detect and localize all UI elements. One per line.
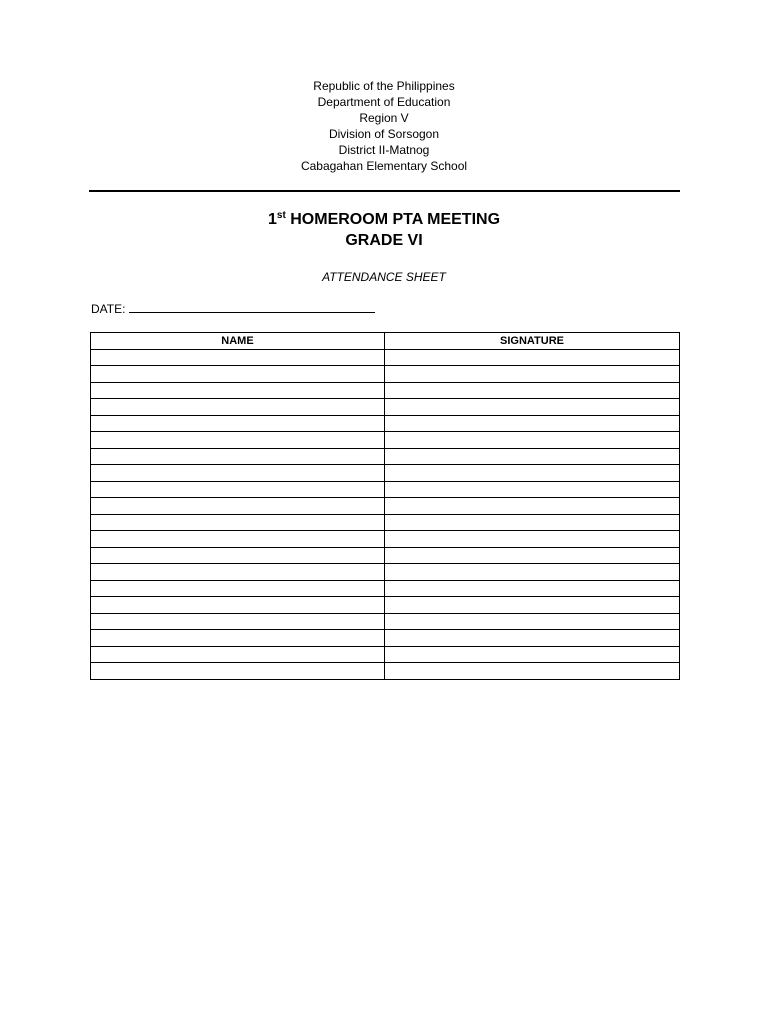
name-cell[interactable] — [91, 663, 385, 680]
table-row — [91, 432, 680, 449]
title-line-2: GRADE VI — [345, 232, 423, 249]
table-row — [91, 399, 680, 416]
name-cell[interactable] — [91, 597, 385, 614]
signature-cell[interactable] — [385, 432, 680, 449]
table-row — [91, 580, 680, 597]
attendance-sheet-subtitle: ATTENDANCE SHEET — [322, 270, 446, 284]
name-cell[interactable] — [91, 514, 385, 531]
name-cell[interactable] — [91, 432, 385, 449]
name-cell[interactable] — [91, 366, 385, 383]
name-cell[interactable] — [91, 465, 385, 482]
attendance-table-body — [91, 349, 680, 679]
signature-cell[interactable] — [385, 366, 680, 383]
table-row — [91, 630, 680, 647]
title-ordinal-number: 1 — [267, 211, 277, 228]
date-label: DATE: — [91, 302, 126, 316]
table-row — [91, 481, 680, 498]
table-row — [91, 564, 680, 581]
title-line-1 — [0, 209, 768, 230]
table-row — [91, 547, 680, 564]
signature-cell[interactable] — [385, 514, 680, 531]
signature-cell[interactable] — [385, 382, 680, 399]
table-row — [91, 597, 680, 614]
table-row — [91, 366, 680, 383]
table-row — [91, 415, 680, 432]
school-header — [0, 78, 768, 174]
header-line-school: Cabagahan Elementary School — [300, 159, 468, 173]
table-row — [91, 382, 680, 399]
signature-cell[interactable] — [385, 448, 680, 465]
signature-cell[interactable] — [385, 580, 680, 597]
table-header-row — [91, 333, 680, 350]
signature-cell[interactable] — [385, 531, 680, 548]
header-line-region: Region V — [359, 111, 409, 125]
signature-cell[interactable] — [385, 465, 680, 482]
name-cell[interactable] — [91, 646, 385, 663]
table-row — [91, 531, 680, 548]
signature-cell[interactable] — [385, 564, 680, 581]
signature-cell[interactable] — [385, 399, 680, 416]
signature-cell[interactable] — [385, 630, 680, 647]
header-divider — [89, 190, 680, 192]
name-cell[interactable] — [91, 630, 385, 647]
name-cell[interactable] — [91, 580, 385, 597]
signature-cell[interactable] — [385, 663, 680, 680]
signature-cell[interactable] — [385, 613, 680, 630]
table-row — [91, 514, 680, 531]
attendance-table — [90, 332, 680, 680]
table-row — [91, 613, 680, 630]
signature-cell[interactable] — [385, 481, 680, 498]
name-cell[interactable] — [91, 415, 385, 432]
date-field[interactable] — [129, 300, 375, 313]
name-cell[interactable] — [91, 498, 385, 515]
header-line-division: Division of Sorsogon — [328, 127, 440, 141]
signature-cell[interactable] — [385, 547, 680, 564]
signature-cell[interactable] — [385, 415, 680, 432]
table-row — [91, 498, 680, 515]
column-header-name: NAME — [91, 333, 385, 350]
table-row — [91, 448, 680, 465]
header-line-republic: Republic of the Philippines — [313, 79, 455, 93]
header-line-district: District II-Matnog — [338, 143, 430, 157]
document-title — [0, 209, 768, 251]
name-cell[interactable] — [91, 613, 385, 630]
name-cell[interactable] — [91, 448, 385, 465]
signature-cell[interactable] — [385, 349, 680, 366]
name-cell[interactable] — [91, 481, 385, 498]
table-row — [91, 663, 680, 680]
signature-cell[interactable] — [385, 498, 680, 515]
title-meeting-text: HOMEROOM PTA MEETING — [285, 211, 501, 228]
name-cell[interactable] — [91, 531, 385, 548]
table-row — [91, 349, 680, 366]
name-cell[interactable] — [91, 547, 385, 564]
column-header-signature: SIGNATURE — [385, 333, 680, 350]
table-row — [91, 465, 680, 482]
signature-cell[interactable] — [385, 597, 680, 614]
table-row — [91, 646, 680, 663]
header-line-department: Department of Education — [317, 95, 451, 109]
signature-cell[interactable] — [385, 646, 680, 663]
name-cell[interactable] — [91, 399, 385, 416]
name-cell[interactable] — [91, 349, 385, 366]
name-cell[interactable] — [91, 382, 385, 399]
date-row — [91, 300, 375, 317]
name-cell[interactable] — [91, 564, 385, 581]
title-ordinal-suffix: st — [276, 210, 286, 221]
